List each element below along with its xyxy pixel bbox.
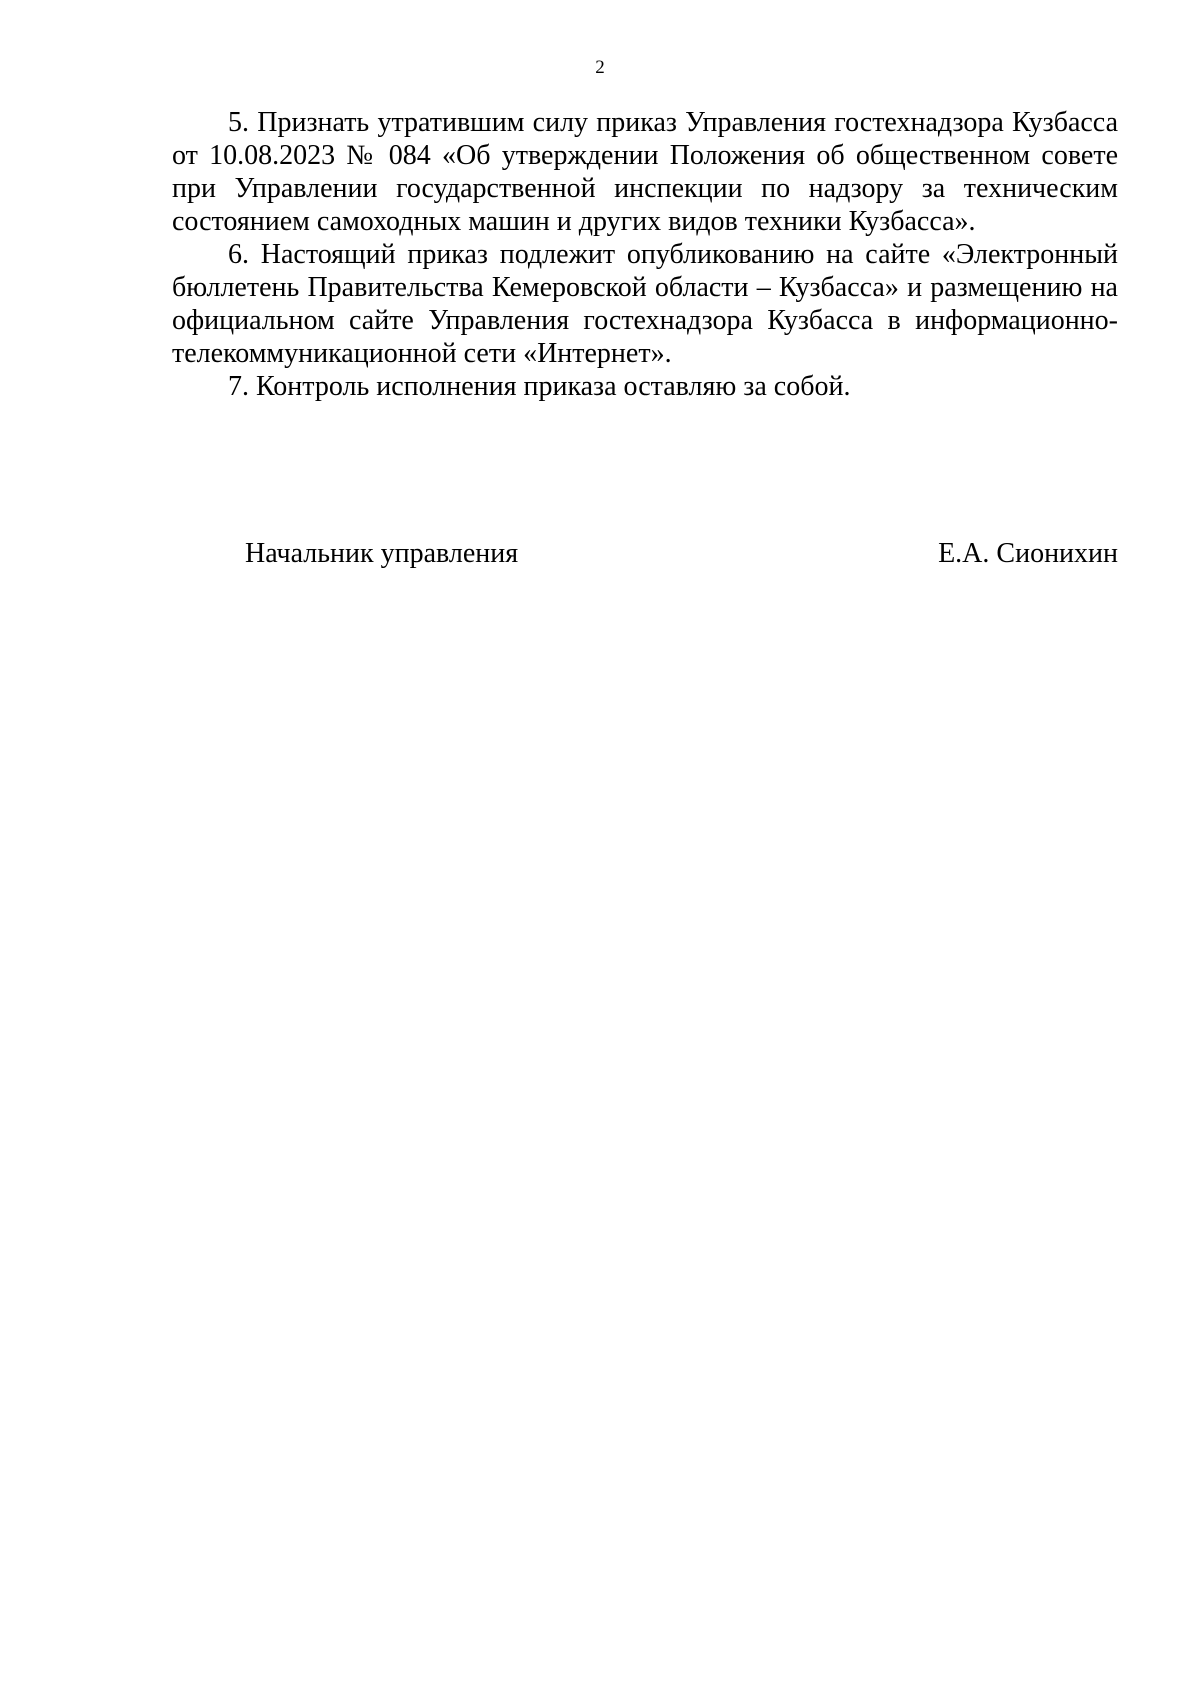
paragraph-5: 5. Признать утратившим силу приказ Управления гостехнадзора Кузбасса от 10.08.2023 № 084 «Об утверждении Положения об общественном совете при Управлении государственной инспекции по надзору за техническим состоянием самоходных машин и других видов техники Кузбасса».: [172, 107, 1118, 237]
document-body: [172, 106, 1118, 403]
paragraph-7: 7. Контроль исполнения приказа оставляю за собой.: [228, 371, 851, 402]
page-number: 2: [595, 57, 605, 78]
signatory-name: Е.А. Сионихин: [938, 538, 1118, 569]
paragraph-6: 6. Настоящий приказ подлежит опубликованию на сайте «Электронный бюллетень Правительства Кемеровской области – Кузбасса» и размещению на официальном сайте Управления гостехнадзора Кузбасса в информационно-телекоммуникационной сети «Интернет».: [172, 239, 1118, 369]
signature-block: [172, 537, 1118, 577]
signatory-position: Начальник управления: [245, 538, 519, 569]
